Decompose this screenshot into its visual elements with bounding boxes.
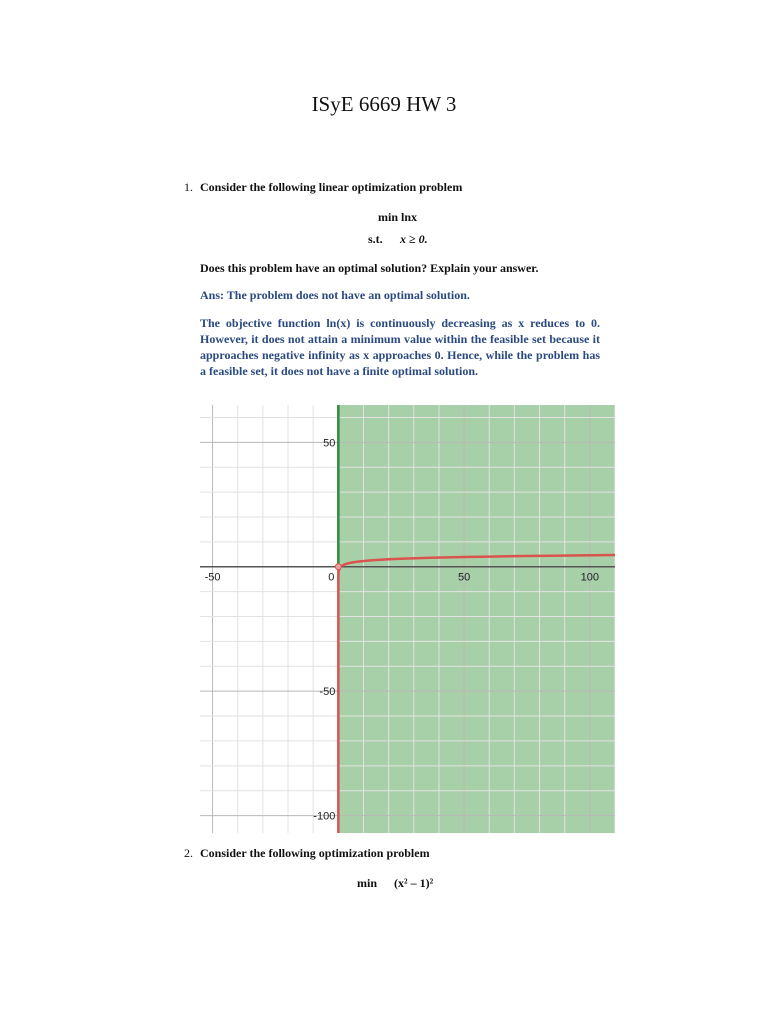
x-tick-label: 0 <box>328 571 335 584</box>
y-tick-label: 50 <box>323 437 336 450</box>
x-tick-label: 100 <box>580 571 600 584</box>
objective: lnx <box>401 210 418 224</box>
answer-text: Ans: The problem does not have an optimal solution. <box>200 288 470 302</box>
question-1-prompt: Consider the following linear optimization problem <box>200 180 463 194</box>
feasible-region <box>338 405 615 833</box>
origin-marker <box>335 564 341 570</box>
st-label: s.t. <box>368 232 383 246</box>
constraint: x ≥ 0. <box>400 232 428 246</box>
page-title: ISyE 6669 HW 3 <box>311 92 457 116</box>
x-tick-label: 50 <box>457 571 471 584</box>
question-2-prompt: Consider the following optimization problem <box>200 846 430 860</box>
y-tick-label: -50 <box>319 686 336 699</box>
y-tick-label: -100 <box>313 810 336 823</box>
objective-2: (x² – 1)² <box>394 876 434 890</box>
question-1-number: 1. <box>184 180 193 194</box>
min-label-2: min <box>357 876 378 890</box>
ln-graph <box>200 405 615 833</box>
question-1-text: Does this problem have an optimal solution? Explain your answer. <box>200 261 539 275</box>
x-tick-label: -50 <box>204 571 221 584</box>
question-2-number: 2. <box>184 846 193 860</box>
answer-explanation: The objective function ln(x) is continuously decreasing as x reduces to 0. However, it does not attain a minimum value within the feasible set because it approaches negative infinity as x approaches 0. Hence, while the problem has a feasible set, it does not have a finite optimal solution. <box>200 316 600 378</box>
min-label: min <box>378 210 399 224</box>
